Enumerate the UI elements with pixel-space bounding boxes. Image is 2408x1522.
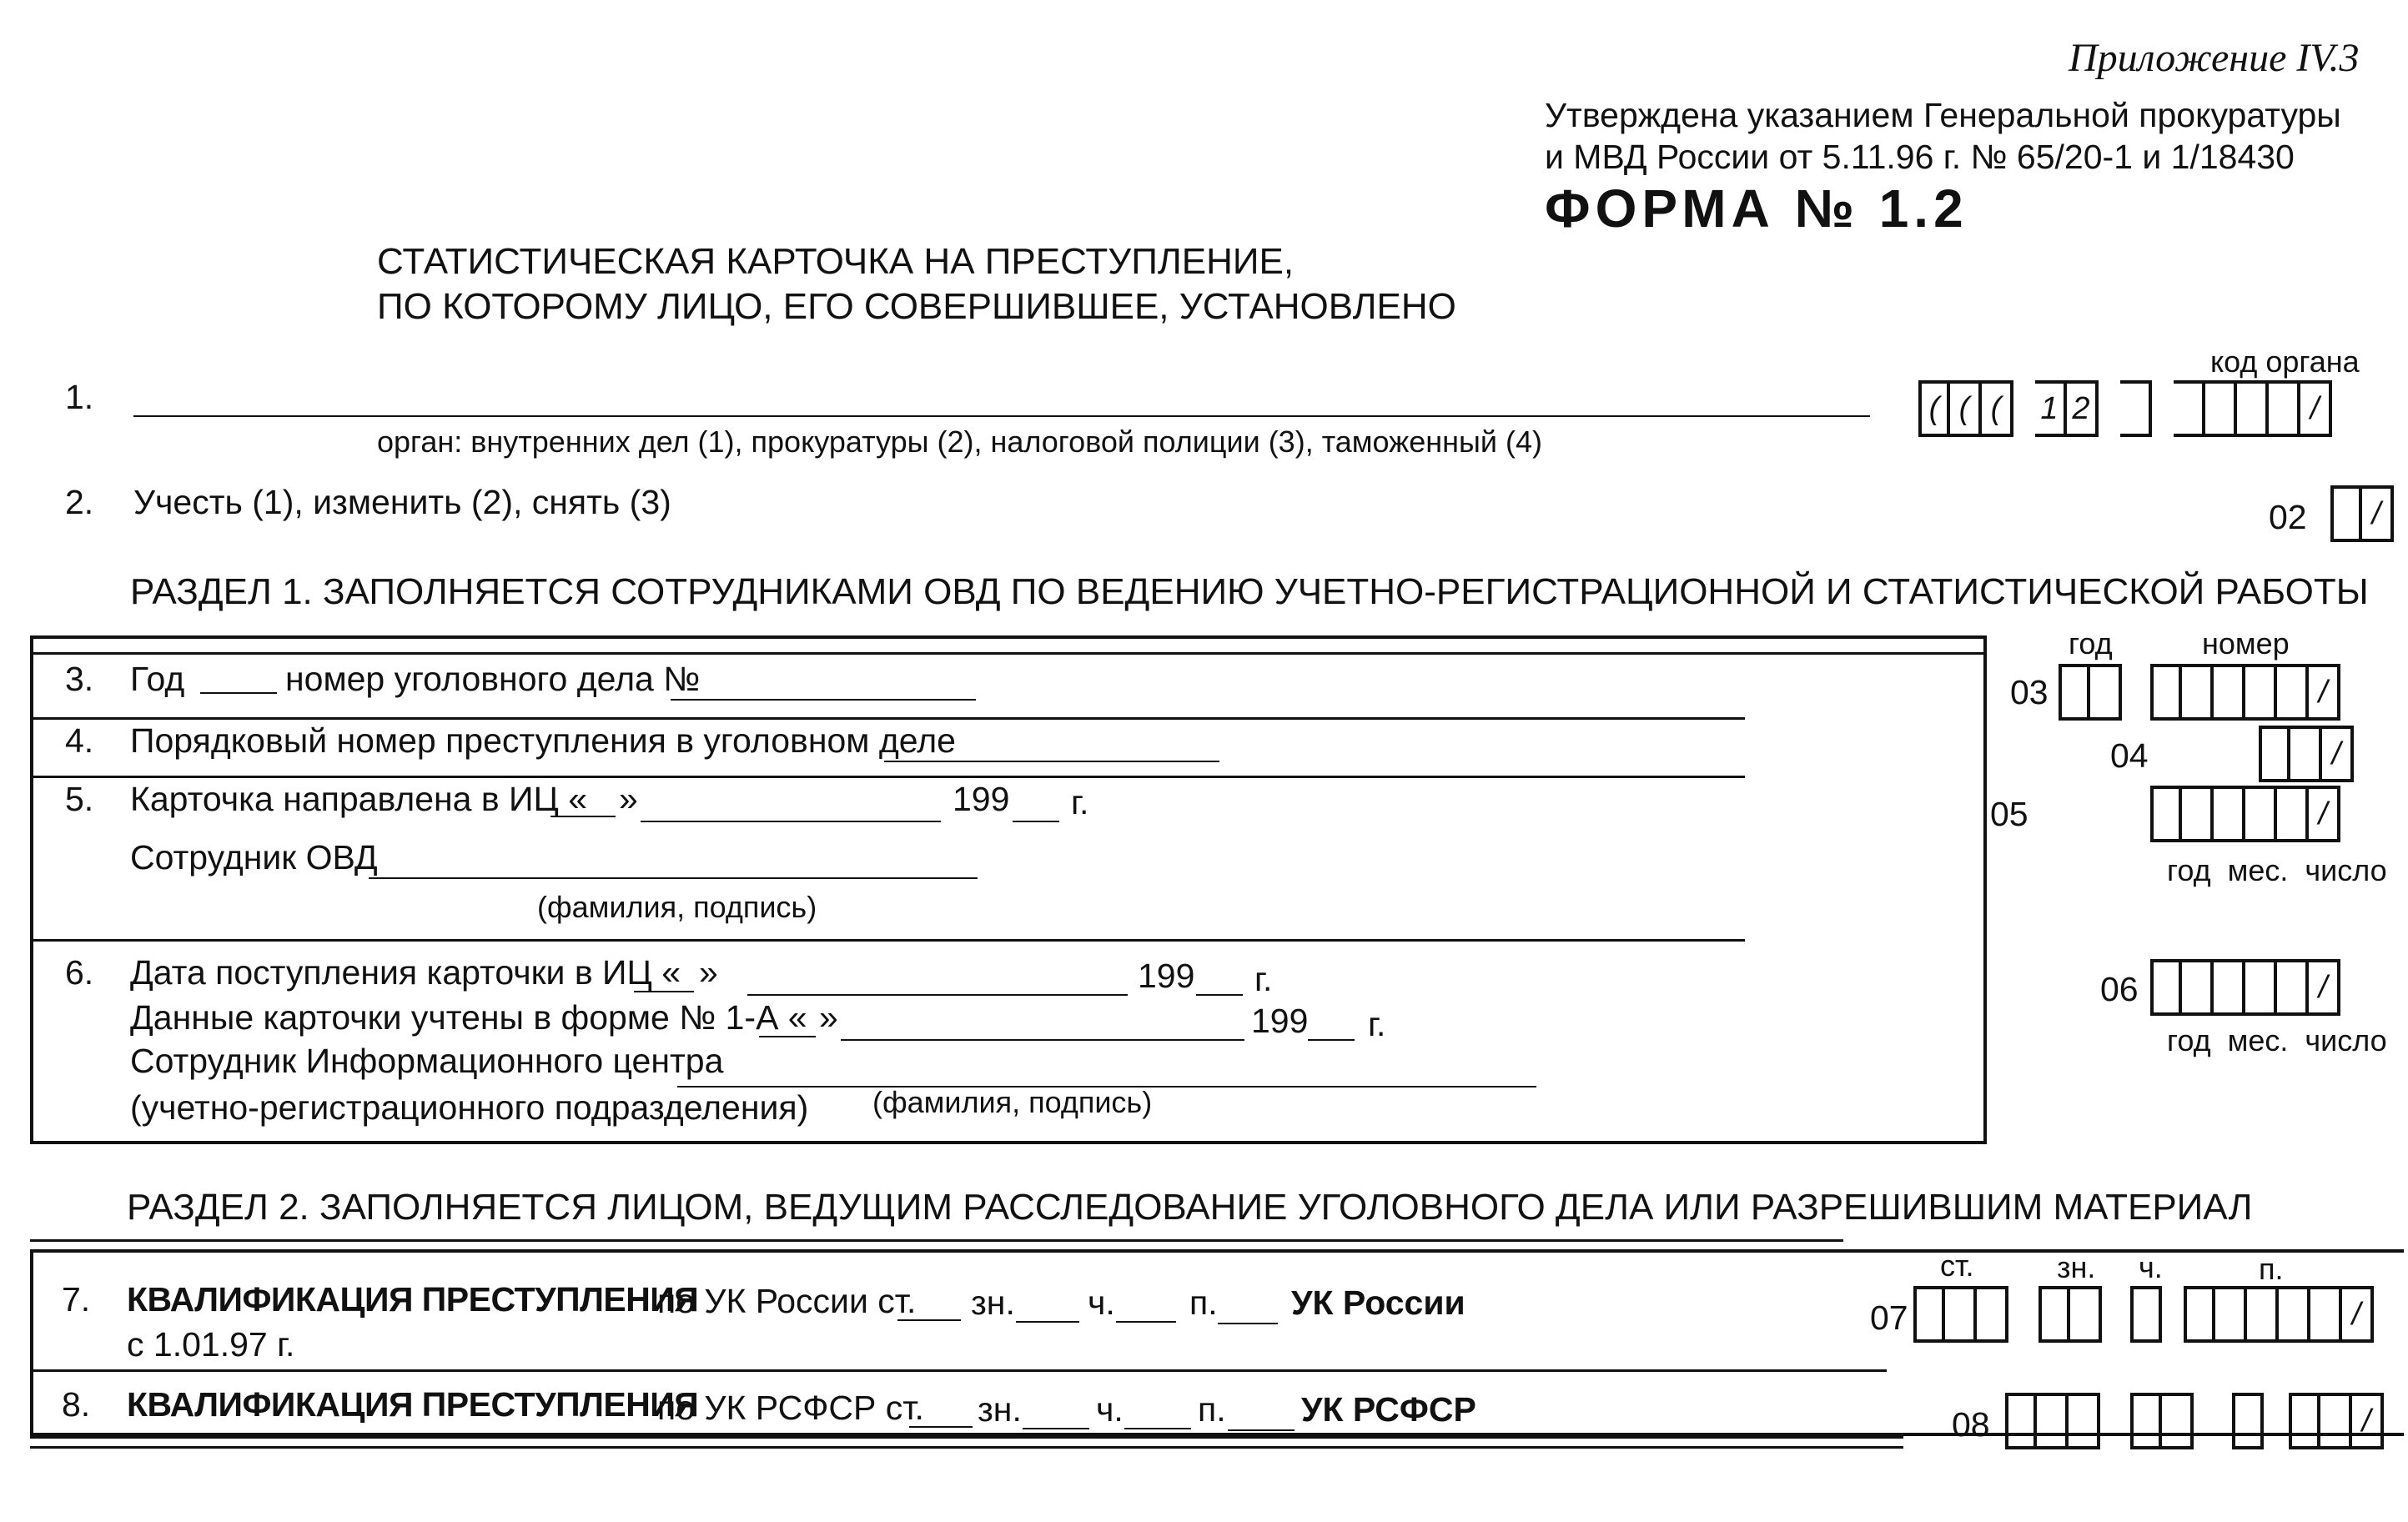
rsfsr-sign-label: зн. [978, 1390, 1022, 1429]
year-label: год [2069, 626, 2113, 661]
code-cell[interactable] [2162, 1393, 2194, 1449]
rf-point-label: п. [1189, 1283, 1218, 1322]
code-cell[interactable] [2130, 1393, 2162, 1449]
row-8-article-cells[interactable] [2005, 1393, 2100, 1449]
row-6-date-label: год мес. число [2167, 1023, 2387, 1057]
rsfsr-part-input-line[interactable] [1124, 1428, 1191, 1429]
code-cell-slash[interactable]: / [2309, 664, 2340, 721]
code-cell[interactable] [2150, 786, 2182, 842]
row-7-sign-cells[interactable] [2039, 1286, 2102, 1343]
row-7-code: 07 [1870, 1298, 1908, 1337]
row-4-cells[interactable] [2259, 726, 2354, 782]
row-6-date-cells[interactable] [2150, 959, 2340, 1016]
code-cell[interactable] [2245, 664, 2277, 721]
rsfsr-part-label: ч. [1096, 1390, 1124, 1429]
qualification-heading-rsfsr: КВАЛИФИКАЦИЯ ПРЕСТУПЛЕНИЯ [127, 1385, 699, 1424]
year-word: Год [130, 660, 185, 698]
code-cell[interactable] [2247, 1286, 2279, 1343]
code-cell[interactable] [2215, 1286, 2247, 1343]
organ-hint: орган: внутренних дел (1), прокуратуры (2), налоговой полиции (3), таможенный (4) [377, 424, 1543, 459]
code-cell-slash[interactable]: / [2309, 786, 2340, 842]
code-cell[interactable] [2269, 380, 2300, 437]
subdivision-label: (учетно-регистрационного подразделения) [130, 1088, 809, 1127]
row-3-code: 03 [2010, 673, 2049, 711]
card-sent-year-line[interactable] [1013, 821, 1059, 822]
code-cell-slash[interactable]: / [2362, 485, 2394, 542]
code-cell[interactable] [2174, 380, 2205, 437]
code-cell[interactable]: 1 [2035, 380, 2067, 437]
row-5-number: 5. [65, 780, 94, 818]
row-6-number: 6. [65, 953, 94, 992]
card-received-month-line[interactable] [747, 994, 1128, 996]
row-3-number-cells[interactable] [2150, 664, 2340, 721]
number-label: номер [2202, 626, 2290, 661]
row-6-code: 06 [2100, 970, 2139, 1008]
rf-since-date: с 1.01.97 г. [127, 1325, 295, 1364]
form-number: ФОРМА № 1.2 [1545, 178, 1968, 239]
code-cell[interactable] [2232, 1393, 2264, 1449]
code-cell[interactable] [2289, 1393, 2320, 1449]
code-cell[interactable] [1977, 1286, 2008, 1343]
code-cell[interactable] [2182, 786, 2214, 842]
code-cell[interactable]: ( [1918, 380, 1950, 437]
code-cell[interactable] [2330, 485, 2362, 542]
appendix-label: Приложение IV.3 [2069, 36, 2360, 80]
organ-input-line[interactable] [133, 415, 1870, 417]
row-5-code: 05 [1990, 795, 2028, 833]
case-number-input-line[interactable] [671, 699, 976, 701]
card-received-year-suffix: г. [1254, 960, 1273, 998]
crime-sequence-input-line[interactable] [884, 761, 1219, 762]
card-accounted-quote: » [819, 998, 838, 1037]
row-5-date-label: год мес. число [2167, 853, 2387, 887]
rsfsr-point-label: п. [1198, 1390, 1226, 1429]
label-sign: зн. [2057, 1250, 2096, 1284]
card-accounted-year-line[interactable] [1308, 1039, 1355, 1041]
code-cell-slash[interactable]: / [2309, 959, 2340, 1016]
row-5-date-cells[interactable] [2150, 786, 2340, 842]
code-cell[interactable] [2039, 1286, 2070, 1343]
rf-point-input-line[interactable] [1218, 1323, 1278, 1324]
code-cell[interactable] [2320, 1393, 2352, 1449]
row-2-number: 2. [65, 483, 94, 521]
code-cell[interactable] [2182, 959, 2214, 1016]
rf-part-input-line[interactable] [1116, 1321, 1176, 1323]
code-cell[interactable] [2150, 664, 2182, 721]
qualification-heading-rf: КВАЛИФИКАЦИЯ ПРЕСТУПЛЕНИЯ [127, 1280, 699, 1319]
section-2-heading: РАЗДЕЛ 2. ЗАПОЛНЯЕТСЯ ЛИЦОМ, ВЕДУЩИМ РАССЛЕДОВАНИЕ УГОЛОВНОГО ДЕЛА ИЛИ РАЗРЕШИВШИМ МАТЕРИАЛ [127, 1187, 2253, 1228]
row-2-cells[interactable] [2330, 485, 2394, 542]
card-sent-quote: » [619, 780, 638, 818]
row-4-code: 04 [2110, 736, 2149, 775]
card-received-year-prefix: 199 [1138, 957, 1195, 995]
card-accounted-label: Данные карточки учтены в форме № 1-А « [130, 998, 807, 1037]
code-cell[interactable] [2070, 1286, 2102, 1343]
code-cell[interactable]: ( [1950, 380, 1982, 437]
card-sent-day-line[interactable] [550, 816, 616, 817]
code-cell[interactable] [2130, 1286, 2162, 1343]
code-cell[interactable] [2277, 664, 2309, 721]
ovd-employee-label: Сотрудник ОВД [130, 838, 378, 877]
row-8-number: 8. [62, 1385, 91, 1424]
row-1-number: 1. [65, 378, 94, 416]
card-received-day-line[interactable] [634, 991, 694, 992]
code-cell[interactable] [2277, 959, 2309, 1016]
code-cell[interactable] [2184, 1286, 2215, 1343]
code-cell[interactable] [2059, 664, 2090, 721]
card-sent-label: Карточка направлена в ИЦ « [130, 780, 588, 818]
row-8-part-cells[interactable] [2232, 1393, 2264, 1449]
code-cell[interactable] [2277, 786, 2309, 842]
label-part: ч. [2139, 1250, 2163, 1284]
code-cell-slash[interactable]: / [2322, 726, 2354, 782]
code-cell[interactable] [1945, 1286, 1977, 1343]
code-cell[interactable] [2120, 380, 2152, 437]
rf-code-name: УК России [1291, 1283, 1465, 1322]
register-action-text: Учесть (1), изменить (2), снять (3) [133, 483, 671, 521]
code-cell[interactable] [2214, 786, 2245, 842]
rf-part-label: ч. [1088, 1283, 1115, 1322]
code-cell[interactable] [2037, 1393, 2069, 1449]
ic-employee-label: Сотрудник Информационного центра [130, 1042, 724, 1080]
card-sent-year-prefix: 199 [953, 780, 1010, 818]
row-2-code: 02 [2269, 498, 2307, 536]
code-cell[interactable] [2214, 664, 2245, 721]
code-cell[interactable] [2214, 959, 2245, 1016]
label-point: п. [2259, 1252, 2284, 1286]
rsfsr-code-name: УК РСФСР [1301, 1390, 1476, 1429]
rf-article-label: по УК России ст. [657, 1282, 917, 1320]
row-7-part-cells[interactable] [2130, 1286, 2162, 1343]
approval-line-2: и МВД России от 5.11.96 г. № 65/20-1 и 1/18430 [1545, 138, 2295, 176]
ovd-signature-hint: (фамилия, подпись) [537, 890, 817, 924]
card-received-year-line[interactable] [1196, 994, 1243, 996]
ovd-employee-input-line[interactable] [369, 877, 978, 879]
code-cell[interactable] [2150, 959, 2182, 1016]
row-8-sign-cells[interactable] [2130, 1393, 2194, 1449]
code-cell[interactable] [2245, 786, 2277, 842]
code-cell[interactable]: 2 [2067, 380, 2099, 437]
rsfsr-point-input-line[interactable] [1228, 1429, 1294, 1431]
organ-code-cells[interactable] [1918, 380, 2332, 437]
card-accounted-year-suffix: г. [1368, 1005, 1386, 1043]
title-line-1: СТАТИСТИЧЕСКАЯ КАРТОЧКА НА ПРЕСТУПЛЕНИЕ, [377, 241, 1294, 282]
code-cell-slash[interactable]: / [2300, 380, 2332, 437]
code-cell[interactable] [2290, 726, 2322, 782]
card-accounted-month-line[interactable] [841, 1039, 1244, 1041]
code-cell[interactable]: ( [1982, 380, 2013, 437]
row-3-number: 3. [65, 660, 94, 698]
label-article: ст. [1940, 1248, 1974, 1283]
organ-code-label: код органа [2210, 344, 2360, 379]
code-cell[interactable] [2069, 1393, 2100, 1449]
year-input-line[interactable] [200, 692, 277, 694]
code-cell[interactable] [2090, 664, 2122, 721]
card-accounted-day-line[interactable] [759, 1036, 816, 1037]
rsfsr-article-input-line[interactable] [909, 1426, 973, 1428]
ic-signature-hint: (фамилия, подпись) [872, 1085, 1153, 1119]
card-sent-year-suffix: г. [1071, 783, 1089, 821]
crime-sequence-label: Порядковый номер преступления в уголовном деле [130, 721, 956, 760]
code-cell[interactable] [2237, 380, 2269, 437]
rsfsr-article-label: по УК РСФСР ст. [657, 1389, 924, 1427]
rf-sign-input-line[interactable] [1016, 1321, 1079, 1323]
rsfsr-sign-input-line[interactable] [1023, 1428, 1089, 1429]
card-sent-month-line[interactable] [641, 821, 941, 822]
card-received-quote: » [699, 953, 718, 992]
card-accounted-year-prefix: 199 [1251, 1002, 1309, 1040]
rf-sign-label: зн. [971, 1283, 1015, 1322]
code-cell[interactable] [2182, 664, 2214, 721]
row-7-number: 7. [62, 1280, 91, 1319]
row-8-point-cells[interactable] [2289, 1393, 2384, 1449]
row-7-point-cells[interactable] [2184, 1286, 2374, 1343]
code-cell[interactable] [2205, 380, 2237, 437]
code-cell[interactable] [2310, 1286, 2342, 1343]
row-3-year-cells[interactable] [2059, 664, 2122, 721]
section-1-heading: РАЗДЕЛ 1. ЗАПОЛНЯЕТСЯ СОТРУДНИКАМИ ОВД ПО ВЕДЕНИЮ УЧЕТНО-РЕГИСТРАЦИОННОЙ И СТАТИСТИЧЕСКОЙ РАБОТЫ [130, 571, 2369, 612]
approval-line-1: Утверждена указанием Генеральной прокуратуры [1545, 96, 2341, 134]
row-8-code: 08 [1952, 1405, 1990, 1444]
case-number-label: номер уголовного дела № [285, 660, 701, 698]
row-7-article-cells[interactable] [1913, 1286, 2008, 1343]
code-cell[interactable] [2245, 959, 2277, 1016]
code-cell[interactable] [2279, 1286, 2310, 1343]
rf-article-input-line[interactable] [897, 1319, 961, 1321]
code-cell-slash[interactable]: / [2352, 1393, 2384, 1449]
code-cell[interactable] [1913, 1286, 1945, 1343]
code-cell[interactable] [2005, 1393, 2037, 1449]
title-line-2: ПО КОТОРОМУ ЛИЦО, ЕГО СОВЕРШИВШЕЕ, УСТАНОВЛЕНО [377, 286, 1456, 327]
row-4-number: 4. [65, 721, 94, 760]
code-cell-slash[interactable]: / [2342, 1286, 2374, 1343]
card-received-label: Дата поступления карточки в ИЦ « [130, 953, 681, 992]
code-cell[interactable] [2259, 726, 2290, 782]
